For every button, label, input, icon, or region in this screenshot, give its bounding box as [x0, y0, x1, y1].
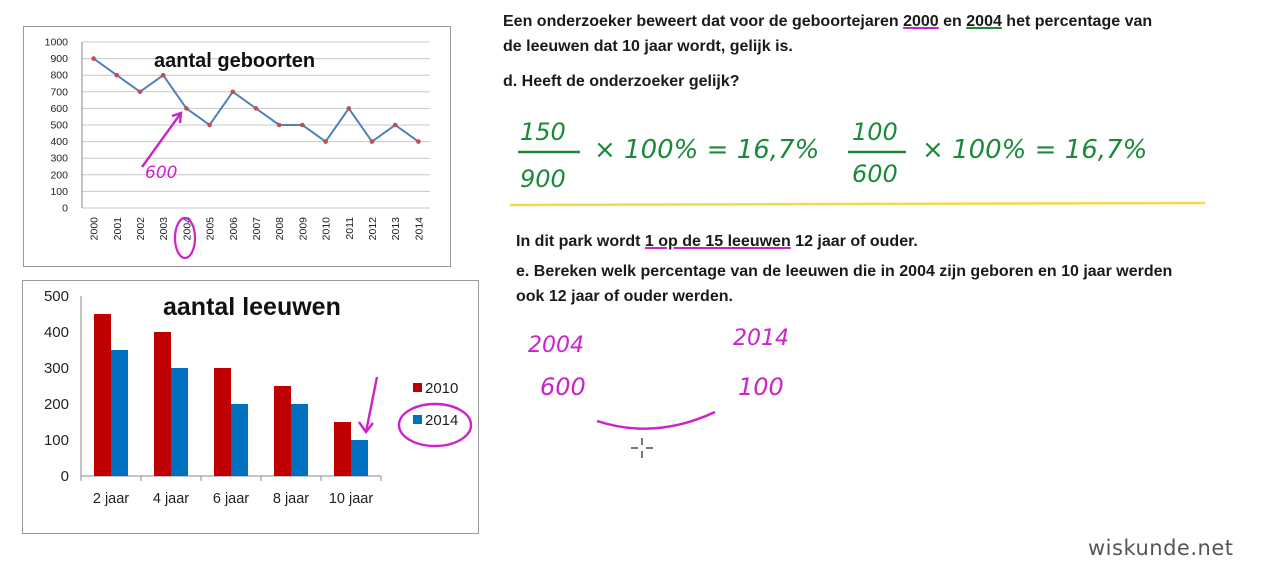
x-tick-label: 2006	[227, 217, 240, 241]
y-tick-label: 200	[50, 169, 68, 182]
hw-value-600: 600	[540, 373, 586, 401]
park-a: In dit park wordt	[516, 233, 645, 250]
question-e-line2: ook 12 jaar of ouder werden.	[516, 288, 733, 305]
park-underlined: 1 op de 15 leeuwen	[644, 233, 791, 250]
x-tick-label: 2000	[88, 217, 101, 241]
question-and: en	[938, 13, 967, 30]
x-tick-label: 2004	[181, 217, 194, 241]
x-tick-label: 2003	[158, 217, 171, 241]
y-tick-label: 800	[50, 69, 68, 82]
frac2-numerator: 100	[852, 118, 898, 146]
frac1-denominator: 900	[520, 165, 566, 193]
year-2004: 2004	[966, 13, 1002, 30]
question-intro-a: Een onderzoeker beweert dat voor de geboortejaren	[503, 13, 904, 30]
x-tick-label: 2014	[413, 217, 426, 241]
y-tick-label: 400	[43, 324, 69, 341]
y-tick-label: 700	[50, 86, 68, 99]
x-tick-label: 2008	[274, 217, 287, 241]
part-e-work	[528, 326, 789, 401]
y-tick-label: 500	[50, 119, 68, 132]
x-tick-label: 2012	[367, 217, 379, 241]
hw-connector-arc	[597, 412, 715, 429]
crosshair-cursor-icon	[631, 438, 653, 458]
x-tick-label: 2009	[297, 217, 310, 241]
x-tick-label: 2011	[343, 217, 356, 240]
circle-legend-2014	[399, 404, 471, 446]
legend-label: 2014	[425, 412, 459, 429]
x-tick-label: 2 jaar	[92, 491, 130, 507]
chart-title: aantal geboorten	[154, 50, 316, 72]
y-tick-label: 600	[50, 102, 68, 115]
question-intro-line2: de leeuwen dat 10 jaar wordt, gelijk is.	[503, 38, 793, 55]
circle-2004	[175, 218, 195, 258]
frac1-numerator: 150	[520, 118, 566, 146]
year-2000: 2000	[903, 13, 939, 30]
y-tick-label: 0	[62, 202, 68, 215]
divider-line	[510, 203, 1205, 205]
x-tick-label: 10 jaar	[328, 491, 374, 507]
brand-watermark: wiskunde.net	[1088, 536, 1234, 560]
x-tick-label: 8 jaar	[272, 491, 310, 507]
frac1-result: × 100% = 16,7%	[594, 135, 820, 165]
y-tick-label: 100	[43, 432, 69, 449]
y-tick-label: 300	[43, 360, 69, 377]
y-tick-label: 0	[60, 468, 69, 485]
x-tick-label: 2002	[135, 217, 147, 241]
x-tick-label: 2005	[204, 217, 217, 241]
y-tick-label: 500	[43, 288, 69, 305]
y-tick-label: 1000	[44, 36, 68, 49]
question-intro-b: het percentage van	[1001, 13, 1153, 30]
chart-title: aantal leeuwen	[163, 293, 341, 321]
arrow-label: 600	[145, 163, 178, 183]
x-tick-label: 2010	[320, 217, 333, 241]
y-tick-label: 400	[50, 136, 68, 149]
y-tick-label: 200	[43, 396, 69, 413]
hw-value-100: 100	[738, 373, 784, 401]
x-tick-label: 4 jaar	[152, 491, 190, 507]
x-tick-label: 2007	[251, 217, 263, 241]
question-e-line1: e. Bereken welk percentage van de leeuwen die in 2004 zijn geboren en 10 jaar werden	[516, 263, 1173, 280]
x-tick-label: 6 jaar	[212, 491, 250, 507]
y-tick-label: 100	[50, 185, 68, 198]
frac2-denominator: 600	[852, 160, 898, 188]
frac2-result: × 100% = 16,7%	[922, 135, 1148, 165]
arrow-to-2004	[142, 113, 181, 167]
x-tick-label: 2013	[390, 217, 403, 241]
hw-year-2014: 2014	[733, 326, 789, 351]
legend-label: 2010	[425, 380, 459, 397]
park-b: 12 jaar of ouder.	[790, 233, 918, 250]
calc-group	[518, 118, 1147, 193]
y-tick-label: 300	[50, 152, 68, 165]
question-d: d. Heeft de onderzoeker gelijk?	[503, 73, 740, 90]
x-tick-label: 2001	[111, 217, 124, 241]
y-tick-label: 900	[50, 53, 68, 66]
hw-year-2004: 2004	[528, 333, 584, 358]
